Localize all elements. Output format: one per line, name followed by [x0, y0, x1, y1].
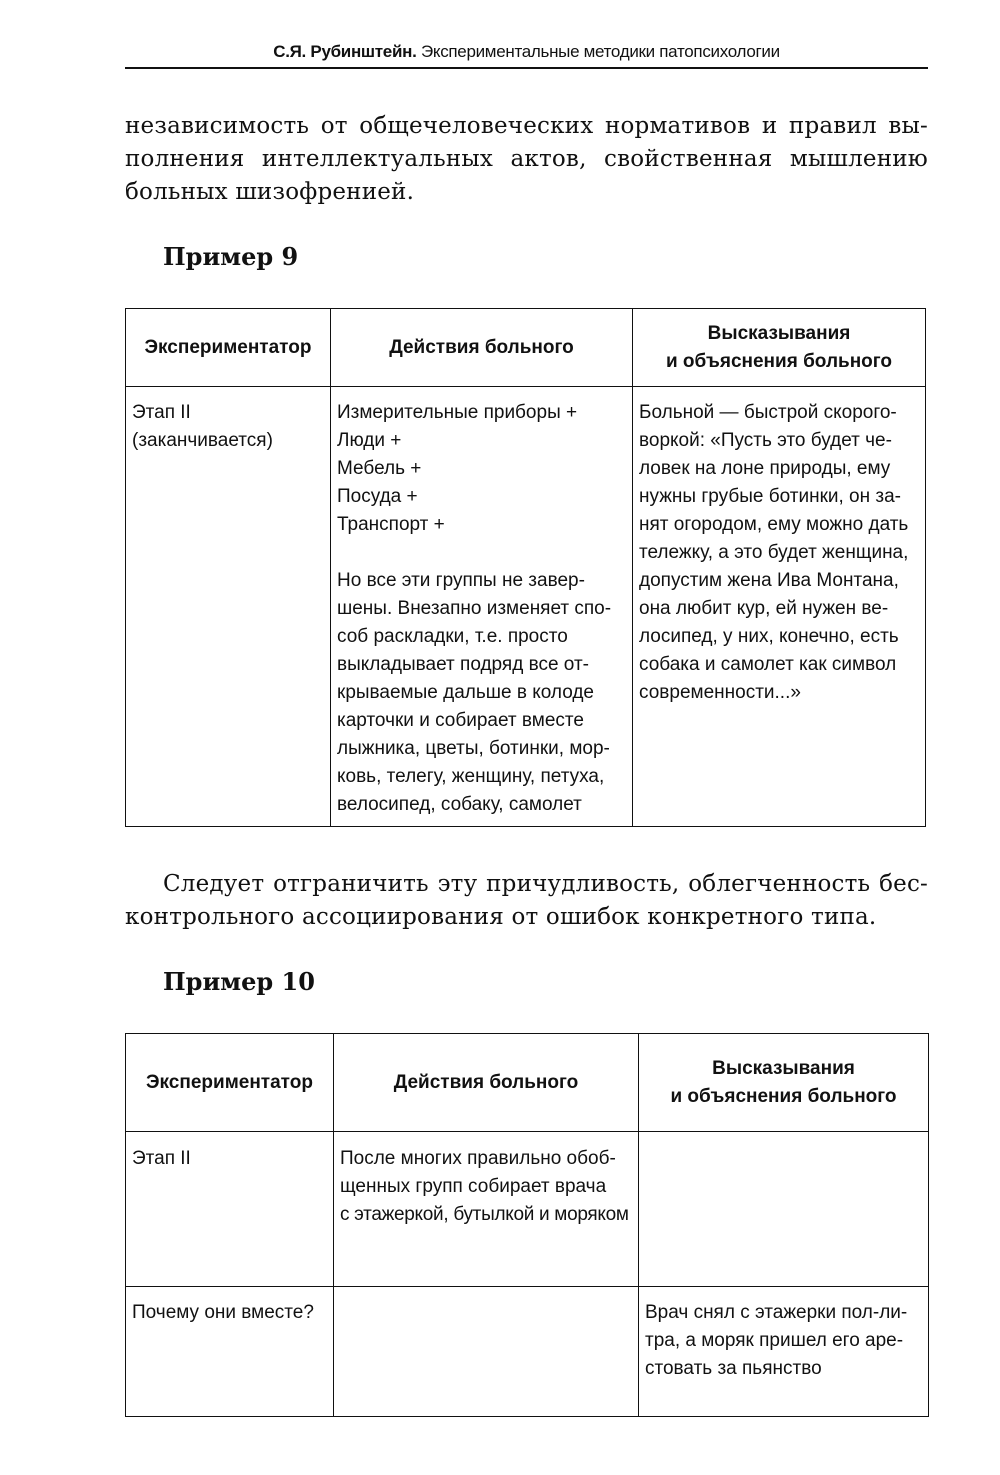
text-line: шены. Внезапно изменяет спо-	[337, 598, 612, 619]
example-10-heading: Пример 10	[163, 967, 315, 996]
text-line: выкладывает подряд все от-	[337, 654, 589, 675]
text-line: она любит кур, ей нужен ве-	[639, 598, 889, 619]
list-item: Люди +	[337, 430, 402, 451]
text-line: лыжника, цветы, ботинки, мор-	[337, 738, 610, 759]
text-line: лосипед, у них, конечно, есть	[639, 626, 899, 647]
text-line: (заканчивается)	[132, 430, 273, 451]
actions-cell	[331, 387, 633, 827]
text-line: воркой: «Пусть это будет че-	[639, 430, 892, 451]
example-10-table	[125, 1033, 929, 1417]
intro-paragraph	[125, 110, 928, 209]
text-line: соб раскладки, т.е. просто	[337, 626, 568, 647]
list-item: Посуда +	[337, 486, 418, 507]
experimenter-cell: Почему они вместе?	[126, 1287, 334, 1417]
column-header-actions: Действия больного	[334, 1034, 639, 1132]
text-line: карточки и собирает вместе	[337, 710, 584, 731]
text-line: Этап II	[132, 402, 191, 423]
text-line: независимость от общечеловеческих нормативов и правил вы-	[125, 113, 928, 139]
text-line: больных шизофренией.	[125, 179, 415, 205]
statements-cell	[639, 1287, 929, 1417]
list-item: Мебель +	[337, 458, 422, 479]
statements-cell	[639, 1132, 929, 1287]
column-header-line: и объяснения больного	[670, 1085, 897, 1107]
text-line: допустим жена Ива Монтана,	[639, 570, 899, 591]
text-line: стовать за пьянство	[645, 1358, 822, 1379]
middle-paragraph	[125, 868, 928, 934]
column-header-actions: Действия больного	[331, 309, 633, 387]
actions-cell	[334, 1132, 639, 1287]
text-line: велосипед, собаку, самолет	[337, 794, 582, 815]
column-header-line: Высказывания	[707, 322, 851, 344]
text-line: ковь, телегу, женщину, петуха,	[337, 766, 605, 787]
text-line: щенных групп собирает врача	[340, 1176, 607, 1197]
text-line: Больной — быстрой скорого-	[639, 402, 897, 423]
text-line: Следует отграничить эту причудливость, облегченность бес-	[163, 871, 928, 897]
text-line: тележку, а это будет женщина,	[639, 542, 909, 563]
experimenter-cell	[126, 387, 331, 827]
column-header-statements	[639, 1034, 929, 1132]
header-book-title: Экспериментальные методики патопсихологии	[420, 42, 780, 61]
text-line: После многих правильно обоб-	[340, 1148, 616, 1169]
text-line: полнения интеллектуальных актов, свойственная мышлению	[125, 146, 928, 172]
text-line: нужны грубые ботинки, он за-	[639, 486, 901, 507]
text-line: ловек на лоне природы, ему	[639, 458, 891, 479]
column-header-line: Высказывания	[712, 1057, 855, 1079]
text-line: Врач снял с этажерки пол-ли-	[645, 1302, 908, 1323]
text-line: с этажеркой, бутылкой и моряком	[340, 1204, 629, 1225]
text-line: контрольного ассоциирования от ошибок конкретного типа.	[125, 904, 877, 930]
running-head	[125, 40, 928, 69]
text-line: собака и самолет как символ	[639, 654, 897, 675]
text-line: тра, а моряк пришел его аре-	[645, 1330, 904, 1351]
text-line: нят огородом, ему можно дать	[639, 514, 909, 535]
statements-cell	[633, 387, 926, 827]
header-author: С.Я. Рубинштейн.	[273, 42, 417, 61]
column-header-experimenter: Экспериментатор	[126, 1034, 334, 1132]
list-item: Транспорт +	[337, 514, 445, 535]
column-header-statements	[633, 309, 926, 387]
text-line: крываемые дальше в колоде	[337, 682, 594, 703]
column-header-experimenter: Экспериментатор	[126, 309, 331, 387]
example-9-table	[125, 308, 926, 827]
list-item: Измерительные приборы +	[337, 402, 578, 423]
actions-cell	[334, 1287, 639, 1417]
example-9-heading: Пример 9	[163, 242, 299, 271]
column-header-line: и объяснения больного	[665, 350, 893, 372]
experimenter-cell: Этап II	[126, 1132, 334, 1287]
text-line: Но все эти группы не завер-	[337, 570, 585, 591]
text-line: современности...»	[639, 682, 801, 703]
